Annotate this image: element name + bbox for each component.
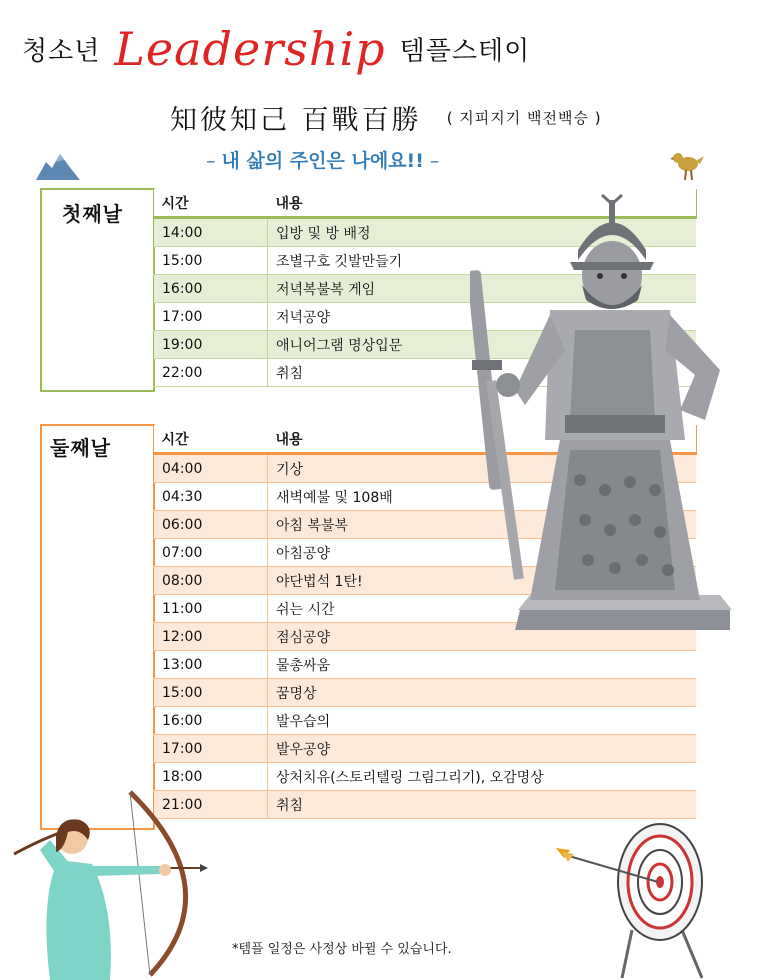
archer-woman-illustration bbox=[10, 780, 210, 980]
motto-dash-left: – bbox=[206, 150, 216, 172]
table-row bbox=[154, 707, 697, 735]
hanja-reading: ( 지피지기 백전백승 ) bbox=[446, 109, 602, 127]
content-cell: 발우공양 bbox=[268, 735, 697, 763]
hanja-phrase: 知彼知己 百戰百勝 bbox=[170, 105, 422, 136]
content-cell: 아침 복불복 bbox=[268, 511, 697, 539]
content-cell: 새벽예불 및 108배 bbox=[268, 483, 697, 511]
content-cell: 야단법석 1탄! bbox=[268, 567, 697, 595]
content-cell: 점심공양 bbox=[268, 623, 697, 651]
time-cell: 06:00 bbox=[154, 511, 268, 539]
content-cell: 애니어그램 명상입문 bbox=[268, 331, 697, 359]
time-cell: 04:00 bbox=[154, 454, 268, 483]
time-cell: 15:00 bbox=[154, 679, 268, 707]
content-cell: 상처치유(스토리텔링 그림그리기), 오감명상 bbox=[268, 763, 697, 791]
time-cell: 21:00 bbox=[154, 791, 268, 819]
time-cell: 04:30 bbox=[154, 483, 268, 511]
time-cell: 17:00 bbox=[154, 303, 268, 331]
page-title bbox=[22, 22, 530, 82]
time-cell: 11:00 bbox=[154, 595, 268, 623]
content-cell: 기상 bbox=[268, 454, 697, 483]
content-cell: 취침 bbox=[268, 359, 697, 387]
bird-icon bbox=[670, 148, 704, 182]
archery-target-illustration bbox=[552, 820, 722, 980]
time-cell: 14:00 bbox=[154, 218, 268, 247]
time-cell: 15:00 bbox=[154, 247, 268, 275]
time-cell: 22:00 bbox=[154, 359, 268, 387]
day1-label: 첫째날 bbox=[62, 202, 123, 226]
content-cell: 물총싸움 bbox=[268, 651, 697, 679]
subtitle bbox=[170, 98, 602, 137]
time-cell: 18:00 bbox=[154, 763, 268, 791]
time-cell: 12:00 bbox=[154, 623, 268, 651]
content-cell: 저녁공양 bbox=[268, 303, 697, 331]
content-cell: 아침공양 bbox=[268, 539, 697, 567]
header-content: 내용 bbox=[268, 425, 697, 454]
content-cell: 조별구호 깃발만들기 bbox=[268, 247, 697, 275]
title-english: Leadership bbox=[114, 22, 386, 76]
title-suffix: 템플스테이 bbox=[399, 36, 531, 67]
header-content: 내용 bbox=[268, 189, 697, 218]
day2-label: 둘째날 bbox=[50, 436, 111, 460]
time-cell: 13:00 bbox=[154, 651, 268, 679]
content-cell: 입방 및 방 배정 bbox=[268, 218, 697, 247]
mountain-icon bbox=[36, 152, 80, 182]
header-time: 시간 bbox=[154, 425, 268, 454]
content-cell: 저녁복불복 게임 bbox=[268, 275, 697, 303]
table-row bbox=[154, 763, 697, 791]
motto-text: 내 삶의 주인은 나에요!! bbox=[221, 150, 424, 172]
time-cell: 16:00 bbox=[154, 707, 268, 735]
table-row bbox=[154, 679, 697, 707]
content-cell: 꿈명상 bbox=[268, 679, 697, 707]
time-cell: 17:00 bbox=[154, 735, 268, 763]
table-row bbox=[154, 791, 697, 819]
motto-dash-right: – bbox=[429, 150, 440, 172]
content-cell: 취침 bbox=[268, 791, 697, 819]
day2-frame bbox=[40, 424, 155, 830]
table-row bbox=[154, 651, 697, 679]
time-cell: 08:00 bbox=[154, 567, 268, 595]
header-time: 시간 bbox=[154, 189, 268, 218]
time-cell: 16:00 bbox=[154, 275, 268, 303]
table-row bbox=[154, 735, 697, 763]
motto bbox=[200, 146, 445, 173]
time-cell: 07:00 bbox=[154, 539, 268, 567]
time-cell: 19:00 bbox=[154, 331, 268, 359]
title-prefix: 청소년 bbox=[22, 36, 101, 67]
footer-note: *템플 일정은 사정상 바뀔 수 있습니다. bbox=[232, 942, 452, 957]
content-cell: 발우습의 bbox=[268, 707, 697, 735]
general-statue-illustration bbox=[470, 190, 740, 640]
content-cell: 쉬는 시간 bbox=[268, 595, 697, 623]
